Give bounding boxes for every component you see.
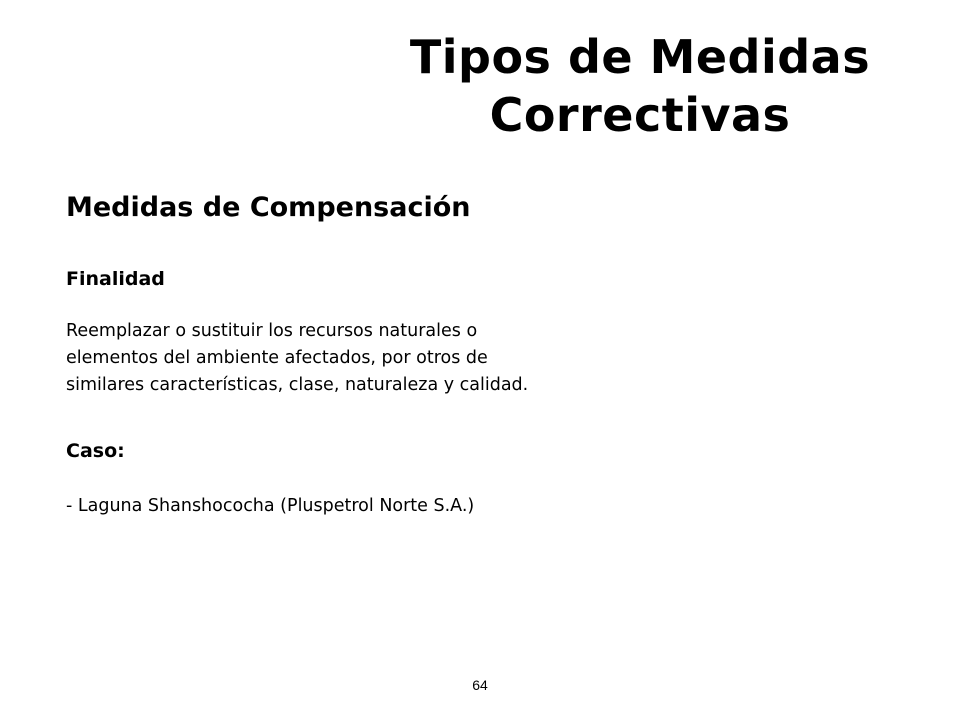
purpose-line: Reemplazar o sustituir los recursos naturales o xyxy=(66,321,478,341)
section-heading: Medidas de Compensación xyxy=(66,192,471,223)
purpose-heading: Finalidad xyxy=(66,268,165,290)
purpose-line: elementos del ambiente afectados, por otros de xyxy=(66,348,488,368)
purpose-paragraph xyxy=(66,318,706,399)
purpose-line: similares características, clase, naturaleza y calidad. xyxy=(66,375,529,395)
slide-title-line-1: Tipos de Medidas xyxy=(409,30,871,84)
slide-title xyxy=(380,28,900,144)
page-number: 64 xyxy=(472,677,488,693)
case-list-item: - Laguna Shanshococha (Pluspetrol Norte S.A.) xyxy=(66,496,475,516)
case-heading: Caso: xyxy=(66,440,125,462)
slide-title-line-2: Correctivas xyxy=(489,88,791,142)
